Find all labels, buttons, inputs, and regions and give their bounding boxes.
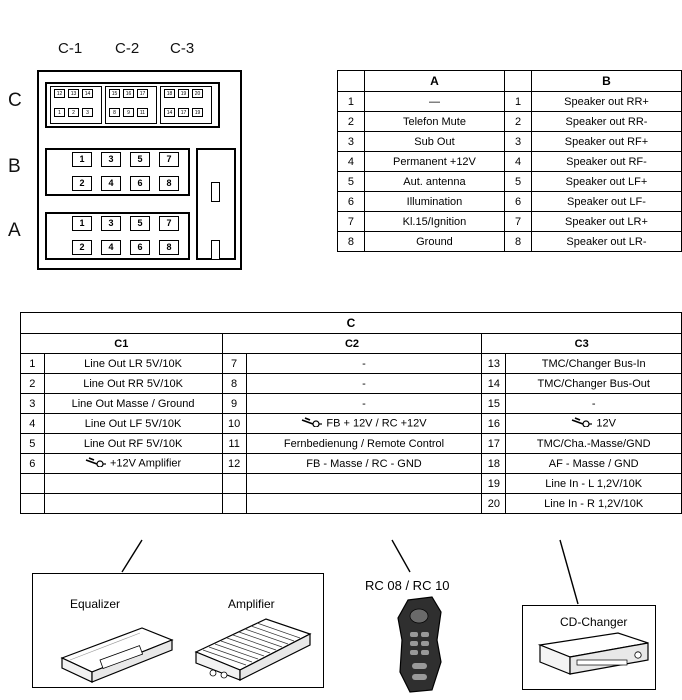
ab-row-num-a: 4 [338, 152, 365, 172]
table-row [338, 172, 682, 192]
c3-row-value [506, 494, 682, 514]
ab-row-value-b: Speaker out RR- [531, 112, 681, 132]
table-row [21, 474, 682, 494]
connector-side-label-b: B [8, 156, 21, 177]
ab-row-value-a: Sub Out [364, 132, 504, 152]
pin-c1-bottom-2: 2 [68, 108, 79, 117]
connector-top-label-c3: C-3 [170, 40, 195, 57]
pin-b-bottom-6: 6 [130, 176, 150, 191]
pin-b-top-1: 1 [72, 152, 92, 167]
c2-row-value [246, 354, 482, 374]
table-row [338, 232, 682, 252]
ab-row-num-a: 5 [338, 172, 365, 192]
c3-row-text: - [591, 397, 596, 410]
pin-c3-top-2: 19 [178, 89, 189, 98]
c2-row-text: FB - Masse / RC - GND [306, 457, 422, 470]
c1-row-num: 5 [21, 434, 45, 454]
c1-row-value [44, 354, 222, 374]
c-head: C [21, 313, 682, 334]
c2-row-text: FB + 12V / RC +12V [326, 417, 427, 430]
leader-line-cd-changer [560, 540, 578, 604]
c2-row-num [222, 474, 246, 494]
equalizer-label: Equalizer [70, 597, 121, 611]
pin-c2-top-2: 16 [123, 89, 134, 98]
table-row [21, 494, 682, 514]
ab-row-value-b: Speaker out LF- [531, 192, 681, 212]
c1-row-num: 6 [21, 454, 45, 474]
pin-a-top-1: 1 [72, 216, 92, 231]
pin-c1-top-3: 14 [82, 89, 93, 98]
c2-row-value [246, 454, 482, 474]
table-row [21, 454, 682, 474]
ab-row-num-b: 5 [505, 172, 532, 192]
ab-row-num-b: 8 [505, 232, 532, 252]
ab-row-num-b: 2 [505, 112, 532, 132]
ab-head-b: B [531, 71, 681, 92]
ab-row-num-b: 3 [505, 132, 532, 152]
ab-row-value-a: Permanent +12V [364, 152, 504, 172]
pin-c2-top-3: 17 [137, 89, 148, 98]
pinout-table-c [20, 312, 682, 514]
pin-a-top-7: 7 [159, 216, 179, 231]
pin-a-bottom-8: 8 [159, 240, 179, 255]
ab-row-num-a: 6 [338, 192, 365, 212]
c-head-c1: C1 [21, 334, 223, 354]
c2-row-text: - [362, 397, 366, 410]
table-row [338, 192, 682, 212]
c3-row-num: 20 [482, 494, 506, 514]
ab-row-num-b: 7 [505, 212, 532, 232]
ab-row-value-a: Ground [364, 232, 504, 252]
ab-row-value-b: Speaker out RR+ [531, 92, 681, 112]
pin-c3-bottom-1: 14 [164, 108, 175, 117]
ab-row-num-a: 8 [338, 232, 365, 252]
leader-line-remote [392, 540, 410, 572]
connector-side-slot-top [211, 182, 220, 202]
c1-row-num: 2 [21, 374, 45, 394]
ab-row-value-a: Kl.15/Ignition [364, 212, 504, 232]
c1-row-num [21, 474, 45, 494]
c2-row-num: 10 [222, 414, 246, 434]
table-row [21, 354, 682, 374]
c1-row-value [44, 494, 222, 514]
c1-row-value [44, 474, 222, 494]
table-row [21, 414, 682, 434]
ab-row-value-b: Speaker out RF- [531, 152, 681, 172]
pin-b-bottom-8: 8 [159, 176, 179, 191]
pin-c3-bottom-3: 19 [192, 108, 203, 117]
plug-icon [571, 417, 593, 430]
c1-row-value [44, 394, 222, 414]
c3-row-value [506, 474, 682, 494]
c3-row-num: 13 [482, 354, 506, 374]
c2-row-value [246, 394, 482, 414]
c3-row-text: 12V [596, 417, 616, 430]
c3-row-num: 16 [482, 414, 506, 434]
c3-row-num: 18 [482, 454, 506, 474]
c3-row-num: 19 [482, 474, 506, 494]
c1-row-value [44, 374, 222, 394]
ab-row-value-b: Speaker out RF+ [531, 132, 681, 152]
c2-row-num: 12 [222, 454, 246, 474]
table-row [338, 92, 682, 112]
pin-b-top-3: 3 [101, 152, 121, 167]
c3-row-text: TMC/Changer Bus-In [541, 357, 646, 370]
ab-row-value-a: Illumination [364, 192, 504, 212]
c3-row-value [506, 414, 682, 434]
pin-c3-top-3: 20 [192, 89, 203, 98]
c1-row-text: Line Out LR 5V/10K [84, 357, 182, 370]
ab-head-blank-b [505, 71, 532, 92]
c-head-c3: C3 [482, 334, 682, 354]
leader-line-equalizer [122, 540, 142, 572]
connector-top-label-c2: C-2 [115, 40, 140, 57]
c1-row-text: Line Out RR 5V/10K [83, 377, 183, 390]
c2-row-num [222, 494, 246, 514]
c2-row-value [246, 434, 482, 454]
pin-a-top-3: 3 [101, 216, 121, 231]
ab-row-value-b: Speaker out LF+ [531, 172, 681, 192]
table-row [21, 434, 682, 454]
connector-side-label-a: A [8, 220, 21, 241]
pin-c1-bottom-3: 3 [82, 108, 93, 117]
pin-c2-bottom-3: 11 [137, 108, 148, 117]
c2-row-value [246, 414, 482, 434]
connector-side-label-c: C [8, 90, 22, 111]
pin-b-top-7: 7 [159, 152, 179, 167]
c2-row-text: - [362, 377, 366, 390]
pin-c1-top-2: 13 [68, 89, 79, 98]
c2-row-value [246, 494, 482, 514]
remote-control-illustration [398, 597, 441, 692]
pin-c2-top-1: 15 [109, 89, 120, 98]
c1-row-num: 3 [21, 394, 45, 414]
pin-c1-bottom-1: 1 [54, 108, 65, 117]
c2-row-num: 7 [222, 354, 246, 374]
pin-c2-bottom-2: 9 [123, 108, 134, 117]
ab-row-num-b: 4 [505, 152, 532, 172]
c1-row-value [44, 414, 222, 434]
c3-row-value [506, 394, 682, 414]
amplifier-label: Amplifier [228, 597, 275, 611]
connector-side-slot-bottom [211, 240, 220, 260]
ab-row-num-a: 7 [338, 212, 365, 232]
c1-row-num: 4 [21, 414, 45, 434]
c1-row-num: 1 [21, 354, 45, 374]
ab-head-blank-a [338, 71, 365, 92]
c-head-c2: C2 [222, 334, 482, 354]
ab-row-num-b: 6 [505, 192, 532, 212]
table-row [21, 394, 682, 414]
c1-row-text: Line Out LF 5V/10K [84, 417, 182, 430]
table-row [21, 374, 682, 394]
c2-row-num: 9 [222, 394, 246, 414]
plug-icon [85, 457, 107, 470]
c3-row-text: Line In - R 1,2V/10K [544, 497, 644, 510]
c2-row-text: Fernbedienung / Remote Control [283, 437, 445, 450]
c3-row-text: TMC/Changer Bus-Out [537, 377, 650, 390]
pin-b-bottom-4: 4 [101, 176, 121, 191]
ab-row-num-a: 3 [338, 132, 365, 152]
table-row [338, 112, 682, 132]
c2-row-value [246, 474, 482, 494]
c3-row-num: 14 [482, 374, 506, 394]
c1-row-text: Line Out RF 5V/10K [83, 437, 183, 450]
c3-row-value [506, 434, 682, 454]
c3-row-value [506, 454, 682, 474]
table-row [338, 152, 682, 172]
pinout-table-ab [337, 70, 682, 252]
ab-row-value-a: Aut. antenna [364, 172, 504, 192]
c3-row-value [506, 354, 682, 374]
ab-row-num-a: 1 [338, 92, 365, 112]
c3-row-text: TMC/Cha.-Masse/GND [536, 437, 651, 450]
c2-row-num: 11 [222, 434, 246, 454]
pin-c3-bottom-2: 17 [178, 108, 189, 117]
pin-a-bottom-4: 4 [101, 240, 121, 255]
c3-row-num: 17 [482, 434, 506, 454]
c3-row-value [506, 374, 682, 394]
pin-a-bottom-2: 2 [72, 240, 92, 255]
c1-row-value [44, 434, 222, 454]
remote-control-label: RC 08 / RC 10 [365, 578, 450, 593]
c3-row-text: AF - Masse / GND [548, 457, 639, 470]
ab-row-value-b: Speaker out LR+ [531, 212, 681, 232]
equalizer-amplifier-panel [32, 573, 324, 688]
pin-c1-top-1: 12 [54, 89, 65, 98]
ab-row-num-a: 2 [338, 112, 365, 132]
plug-icon [301, 417, 323, 430]
table-row [338, 132, 682, 152]
ab-row-value-a: — [364, 92, 504, 112]
pin-a-bottom-6: 6 [130, 240, 150, 255]
c2-row-num: 8 [222, 374, 246, 394]
c3-row-num: 15 [482, 394, 506, 414]
c1-row-num [21, 494, 45, 514]
c1-row-value [44, 454, 222, 474]
ab-row-value-b: Speaker out LR- [531, 232, 681, 252]
table-row [338, 212, 682, 232]
ab-head-a: A [364, 71, 504, 92]
c1-row-text: +12V Amplifier [109, 457, 182, 470]
pin-c2-bottom-1: 8 [109, 108, 120, 117]
cd-changer-label: CD-Changer [560, 615, 628, 629]
c1-row-text: Line Out Masse / Ground [71, 397, 195, 410]
connector-top-label-c1: C-1 [58, 40, 83, 57]
c3-row-text: Line In - L 1,2V/10K [545, 477, 643, 490]
c2-row-text: - [362, 357, 366, 370]
pin-b-top-5: 5 [130, 152, 150, 167]
ab-row-num-b: 1 [505, 92, 532, 112]
ab-row-value-a: Telefon Mute [364, 112, 504, 132]
pin-b-bottom-2: 2 [72, 176, 92, 191]
pin-c3-top-1: 18 [164, 89, 175, 98]
c2-row-value [246, 374, 482, 394]
pin-a-top-5: 5 [130, 216, 150, 231]
